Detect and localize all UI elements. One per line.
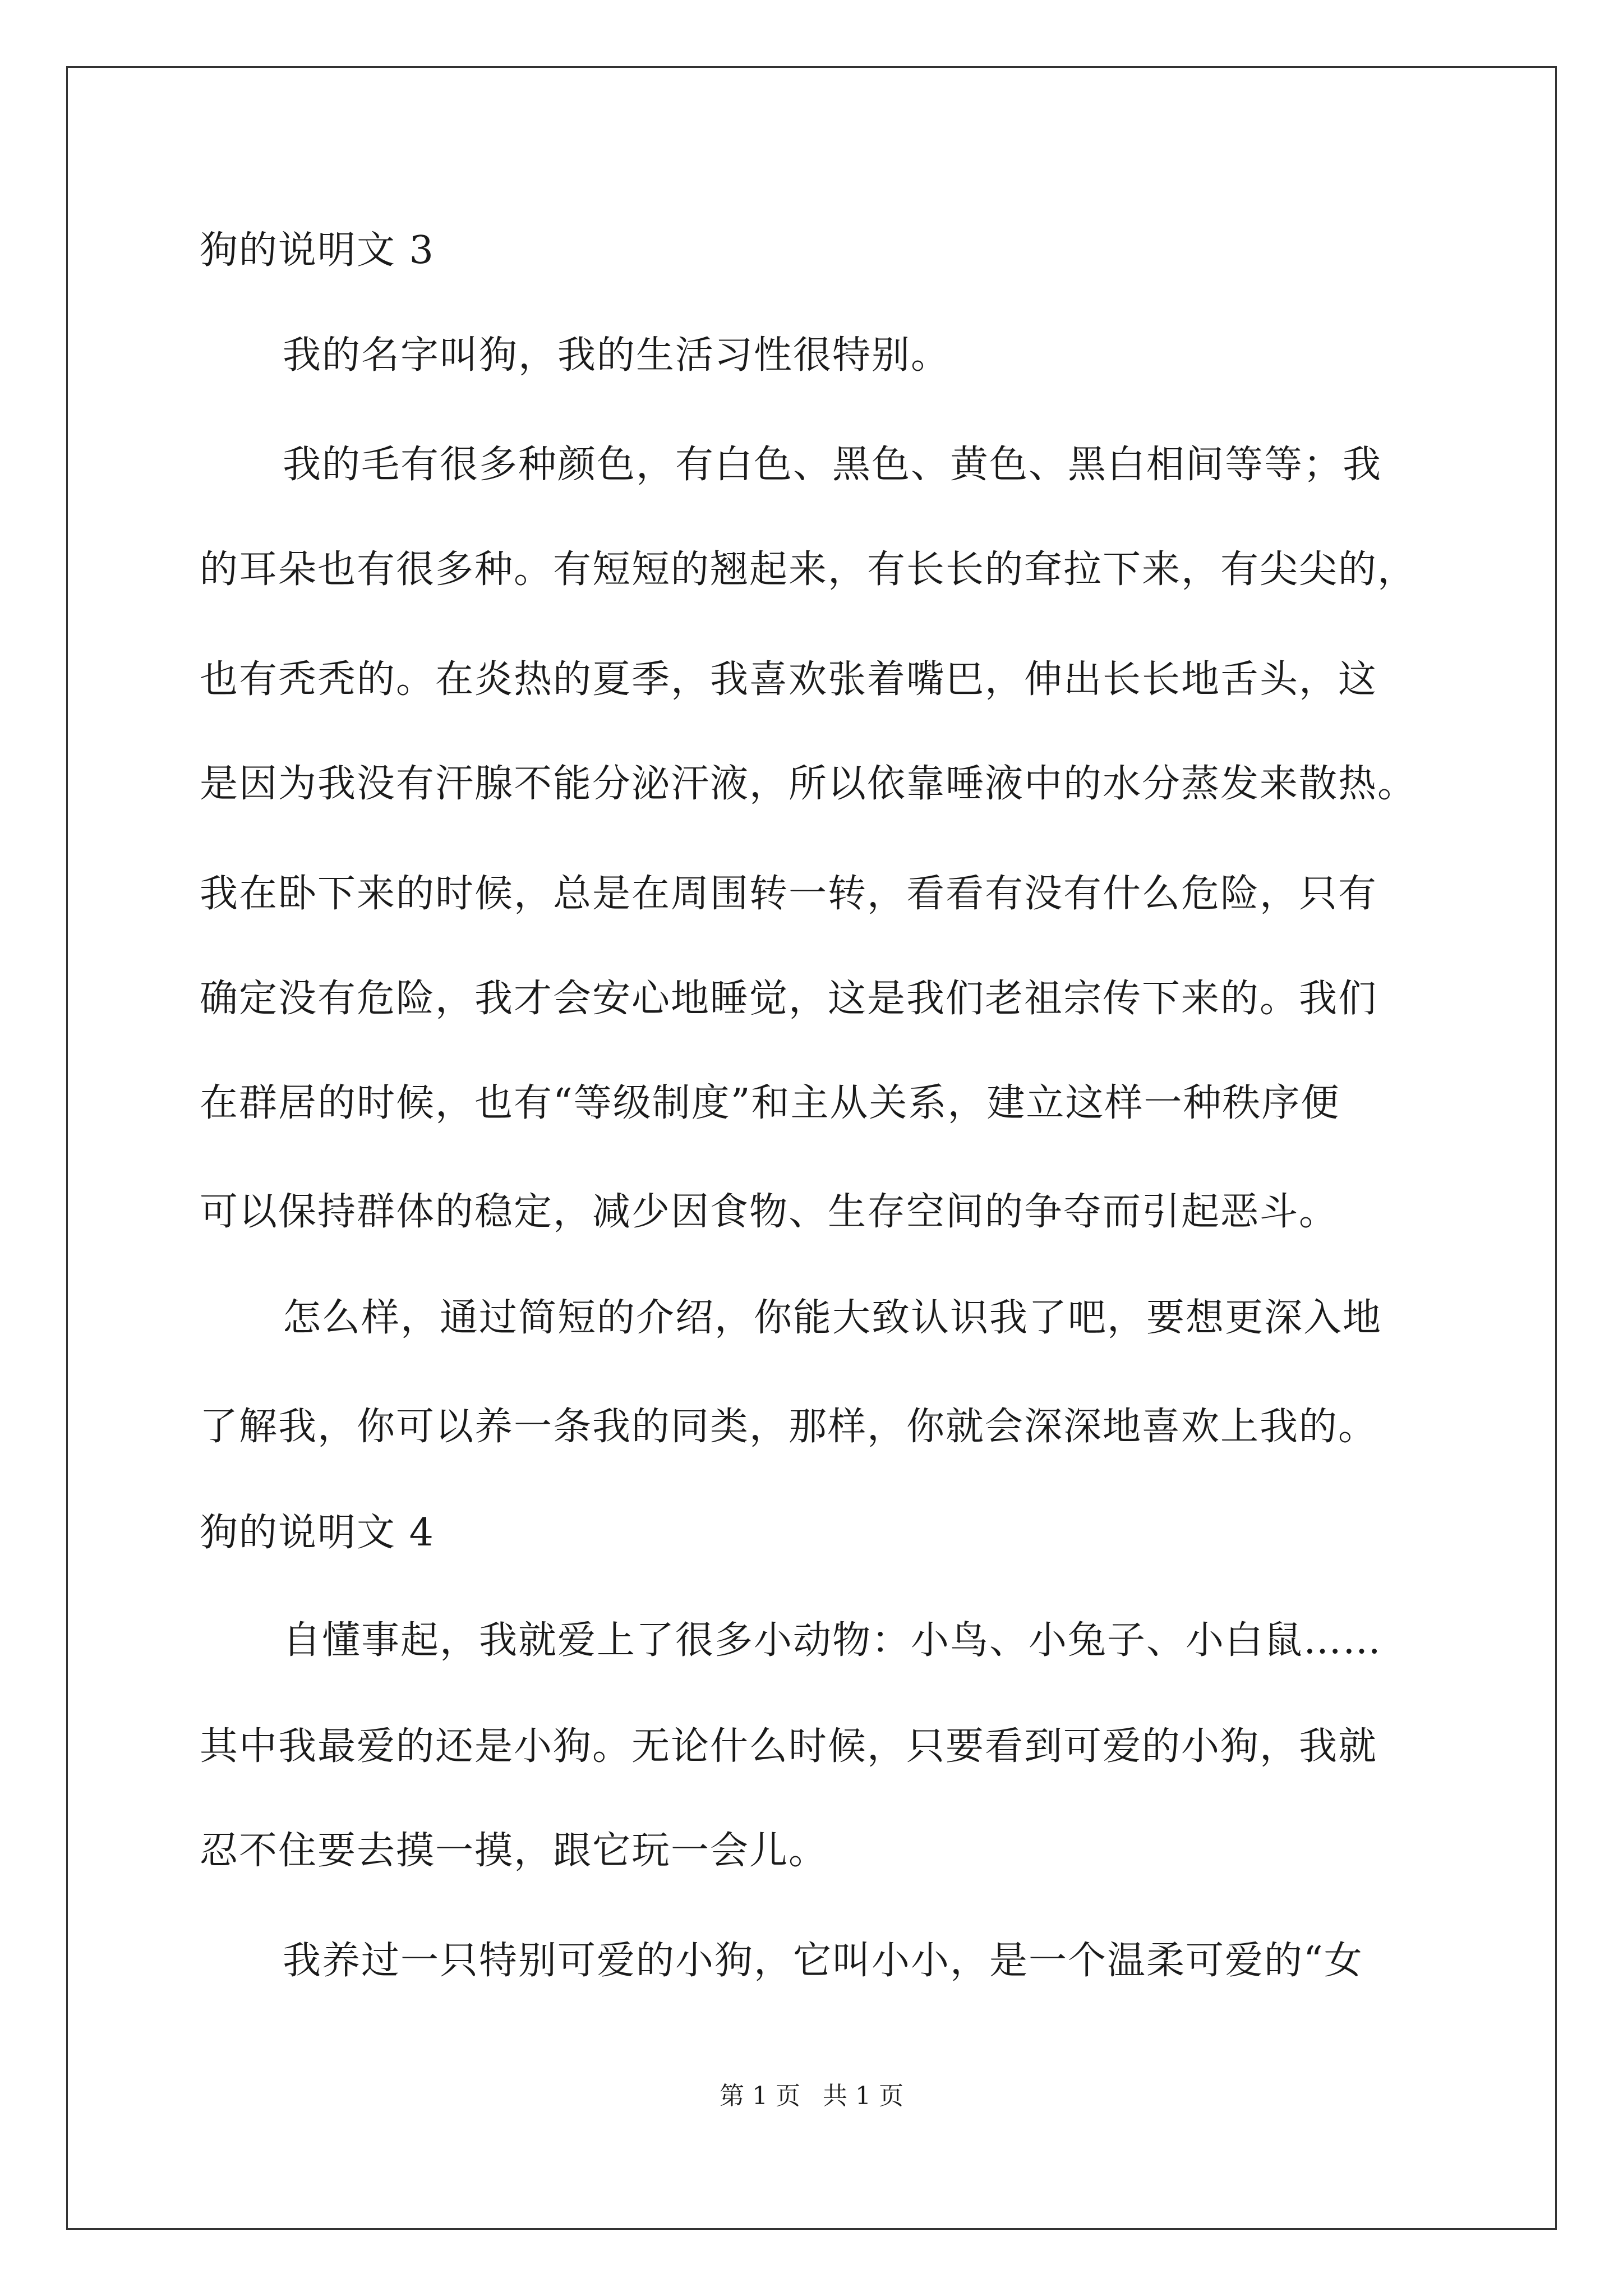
paragraph-line: 我养过一只特别可爱的小狗，它叫小小，是一个温柔可爱的“女	[283, 1939, 1363, 1983]
paragraph-line: 也有秃秃的。在炎热的夏季，我喜欢张着嘴巴，伸出长长地舌头，这	[200, 657, 1378, 702]
paragraph-line: 可以保持群体的稳定，减少因食物、生存空间的争夺而引起恶斗。	[200, 1190, 1339, 1234]
paragraph-line: 确定没有危险，我才会安心地睡觉，这是我们老祖宗传下来的。我们	[200, 977, 1378, 1021]
paragraph-line: 我的毛有很多种颜色，有白色、黑色、黄色、黑白相间等等；我	[283, 443, 1382, 487]
paragraph-line: 我在卧下来的时候，总是在周围转一转，看看有没有什么危险，只有	[200, 872, 1378, 916]
section-heading: 狗的说明文 3	[200, 228, 435, 273]
paragraph-line: 其中我最爱的还是小狗。无论什么时候，只要看到可爱的小狗，我就	[200, 1724, 1378, 1769]
paragraph-line: 自懂事起，我就爱上了很多小动物：小鸟、小兔子、小白鼠……	[283, 1618, 1382, 1663]
paragraph-line: 是因为我没有汗腺不能分泌汗液，所以依靠唾液中的水分蒸发来散热。	[200, 762, 1417, 806]
section-heading: 狗的说明文 4	[200, 1511, 435, 1555]
page-frame	[66, 66, 1557, 2230]
page-footer	[0, 2079, 1623, 2113]
page-number: 第 1 页	[720, 2082, 800, 2110]
paragraph-line: 怎么样，通过简短的介绍，你能大致认识我了吧，要想更深入地	[283, 1296, 1382, 1340]
paragraph-line: 忍不住要去摸一摸，跟它玩一会儿。	[200, 1829, 828, 1873]
paragraph-line: 的耳朵也有很多种。有短短的翘起来，有长长的耷拉下来，有尖尖的，	[200, 547, 1417, 592]
paragraph-line: 我的名字叫狗，我的生活习性很特别。	[283, 333, 951, 378]
page-total: 共 1 页	[823, 2082, 903, 2110]
paragraph-line: 了解我，你可以养一条我的同类，那样，你就会深深地喜欢上我的。	[200, 1405, 1378, 1449]
paragraph-line: 在群居的时候，也有“等级制度”和主从关系，建立这样一种秩序便	[200, 1081, 1340, 1125]
